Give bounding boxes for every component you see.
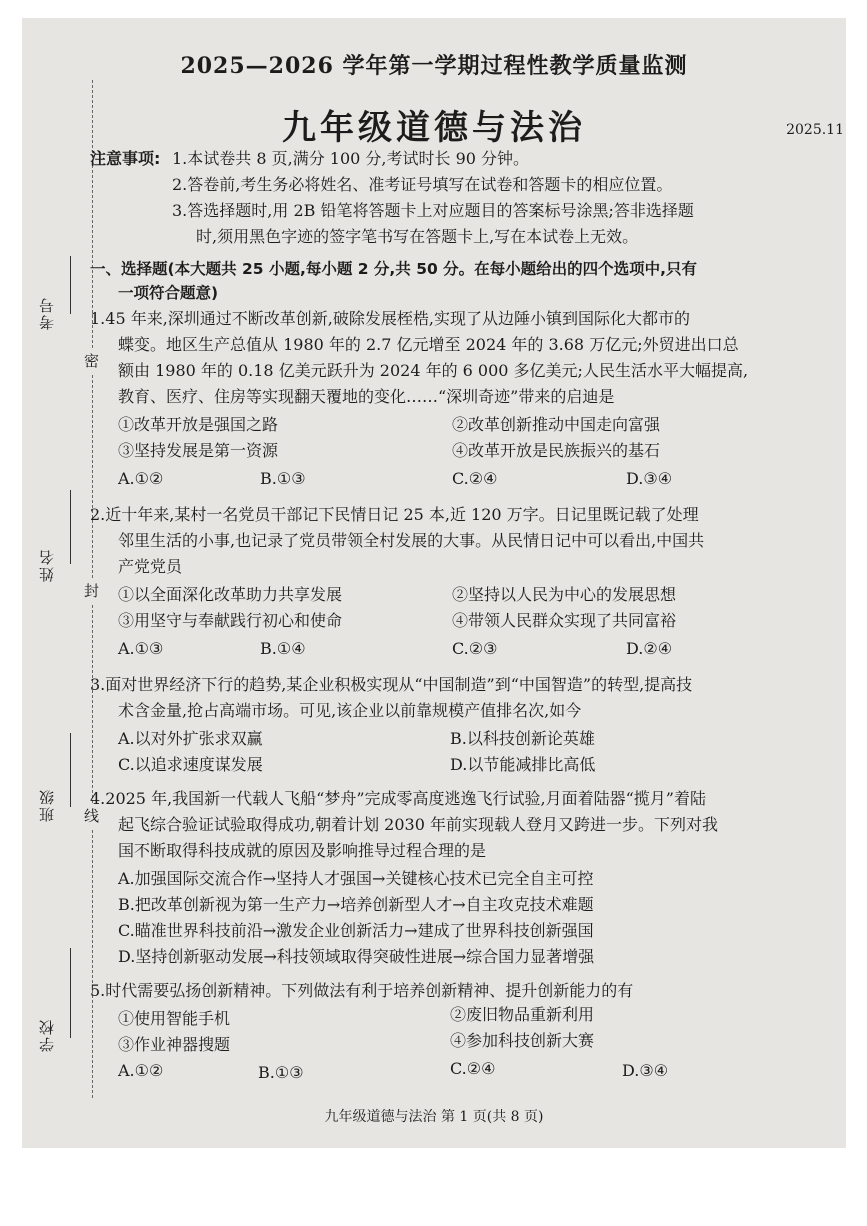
q4-option-d: D.坚持创新驱动发展→科技领域取得突破性进展→综合国力显著增强 (118, 947, 595, 966)
q5-statement-3: ③作业神器搜题 (118, 1035, 231, 1054)
note-item-2: 2.答卷前,考生务必将姓名、准考证号填写在试卷和答题卡的相应位置。 (172, 175, 673, 194)
q1-statement-3: ③坚持发展是第一资源 (118, 441, 279, 460)
label-name: 姓名 (38, 548, 56, 582)
q5-statement-2: ②废旧物品重新利用 (450, 1005, 595, 1024)
q5-statement-4: ④参加科技创新大赛 (450, 1031, 595, 1050)
q2-stem-line2: 邻里生活的小事,也记录了党员带领全村发展的大事。从民情日记中可以看出,中国共 (118, 531, 705, 550)
exam-date: 2025.11 (786, 122, 844, 138)
q1-option-b: B.①③ (260, 469, 306, 488)
q1-statement-1: ①改革开放是强国之路 (118, 415, 279, 434)
section-heading: 一、选择题(本大题共 25 小题,每小题 2 分,共 50 分。在每小题给出的四个选项中,只有 (90, 260, 698, 278)
q1-stem-line1: 1.45 年来,深圳通过不断改革创新,破除发展桎梏,实现了从边陲小镇到国际化大都市的 (90, 309, 690, 328)
q3-option-b: B.以科技创新论英雄 (450, 729, 595, 748)
q3-option-d: D.以节能减排比高低 (450, 755, 596, 774)
q1-option-a: A.①② (118, 469, 164, 488)
q2-option-c: C.②③ (452, 639, 498, 658)
exam-number-blank (70, 256, 71, 314)
q1-stem-line4: 教育、医疗、住房等实现翻天覆地的变化……“深圳奇迹”带来的启迪是 (118, 387, 615, 406)
q2-statement-4: ④带领人民群众实现了共同富裕 (452, 611, 677, 630)
seal-char-feng: 封 (84, 578, 99, 603)
page-footer: 九年级道德与法治 第 1 页(共 8 页) (324, 1109, 544, 1125)
q3-option-c: C.以追求速度谋发展 (118, 755, 263, 774)
q5-option-b: B.①③ (258, 1063, 304, 1082)
q2-statement-1: ①以全面深化改革助力共享发展 (118, 585, 343, 604)
q5-option-a: A.①② (118, 1061, 164, 1080)
q4-option-b: B.把改革创新视为第一生产力→培养创新型人才→自主攻克技术难题 (118, 895, 594, 914)
notes-label: 注意事项: (90, 149, 161, 168)
q1-option-c: C.②④ (452, 469, 498, 488)
q2-statement-2: ②坚持以人民为中心的发展思想 (452, 585, 677, 604)
school-blank (70, 948, 71, 1038)
q4-stem-line3: 国不断取得科技成就的原因及影响推导过程合理的是 (118, 841, 487, 860)
q2-stem-line3: 产党党员 (118, 557, 183, 576)
q3-option-a: A.以对外扩张求双赢 (118, 729, 263, 748)
exam-title-line1: 2025—2026 学年第一学期过程性教学质量监测 (180, 53, 688, 79)
label-school: 学校 (38, 1018, 56, 1052)
q4-option-c: C.瞄准世界科技前沿→激发企业创新活力→建成了世界科技创新强国 (118, 921, 594, 940)
q1-statement-4: ④改革开放是民族振兴的基石 (452, 441, 661, 460)
label-exam-number: 考号 (38, 296, 56, 330)
q4-stem-line2: 起飞综合验证试验取得成功,朝着计划 2030 年前实现载人登月又跨进一步。下列对我 (118, 815, 718, 834)
q3-stem-line1: 3.面对世界经济下行的趋势,某企业积极实现从“中国制造”到“中国智造”的转型,提高技 (90, 675, 693, 694)
seal-char-xian: 线 (84, 803, 99, 828)
q5-stem-line1: 5.时代需要弘扬创新精神。下列做法有利于培养创新精神、提升创新能力的有 (90, 981, 634, 1000)
section-heading-cont: 一项符合题意) (118, 284, 219, 302)
note-item-1: 1.本试卷共 8 页,满分 100 分,考试时长 90 分钟。 (172, 149, 530, 168)
q1-option-d: D.③④ (626, 469, 673, 488)
q5-option-d: D.③④ (622, 1061, 669, 1080)
q3-stem-line2: 术含金量,抢占高端市场。可见,该企业以前靠规模产值排名次,如今 (118, 701, 582, 720)
seal-char-mi: 密 (84, 348, 99, 373)
name-blank (70, 490, 71, 564)
exam-subject-title: 九年级道德与法治 (282, 108, 586, 148)
q2-option-b: B.①④ (260, 639, 306, 658)
q1-stem-line2: 蝶变。地区生产总值从 1980 年的 2.7 亿元增至 2024 年的 3.68 万亿元;外贸进出口总 (118, 335, 739, 354)
q1-statement-2: ②改革创新推动中国走向富强 (452, 415, 661, 434)
q1-stem-line3: 额由 1980 年的 0.18 亿美元跃升为 2024 年的 6 000 多亿美元;人民生活水平大幅提高, (118, 361, 749, 380)
class-blank (70, 733, 71, 807)
q5-option-c: C.②④ (450, 1059, 496, 1078)
q4-stem-line1: 4.2025 年,我国新一代载人飞船“梦舟”完成零高度逃逸飞行试验,月面着陆器“揽月”着陆 (90, 789, 706, 808)
exam-page (22, 18, 846, 1148)
note-item-3: 3.答选择题时,用 2B 铅笔将答题卡上对应题目的答案标号涂黑;答非选择题 (172, 201, 694, 220)
q2-option-a: A.①③ (118, 639, 164, 658)
q2-option-d: D.②④ (626, 639, 673, 658)
note-item-3-cont: 时,须用黑色字迹的签字笔书写在答题卡上,写在本试卷上无效。 (196, 227, 639, 246)
q2-statement-3: ③用坚守与奉献践行初心和使命 (118, 611, 343, 630)
label-class: 班级 (38, 788, 56, 822)
q2-stem-line1: 2.近十年来,某村一名党员干部记下民情日记 25 本,近 120 万字。日记里既记载了处理 (90, 505, 699, 524)
q4-option-a: A.加强国际交流合作→坚持人才强国→关键核心技术已完全自主可控 (118, 869, 594, 888)
q5-statement-1: ①使用智能手机 (118, 1009, 231, 1028)
